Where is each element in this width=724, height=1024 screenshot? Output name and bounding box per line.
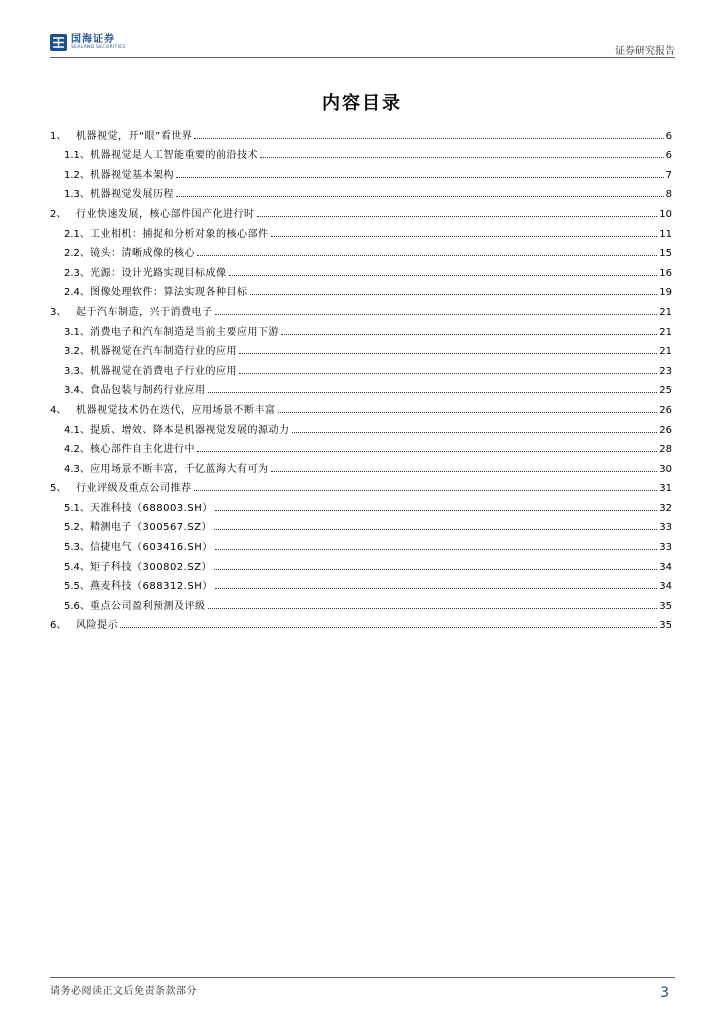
- toc-entry-page: 7: [665, 169, 672, 181]
- toc-entry-title: 起于汽车制造，兴于消费电子: [76, 306, 213, 318]
- toc-entry-page: 16: [659, 267, 672, 279]
- footer-divider: [50, 977, 675, 978]
- toc-entry-title: 机器视觉，开“眼”看世界: [76, 130, 193, 142]
- toc-entry-title: 机器视觉在消费电子行业的应用: [90, 365, 237, 377]
- toc-entry-number: 3.3、: [64, 365, 90, 377]
- toc-entry-number: 3、: [50, 306, 67, 318]
- toc-entry-title: 提质、增效、降本是机器视觉发展的源动力: [90, 424, 290, 436]
- toc-entry-title: 风险提示: [76, 620, 118, 632]
- toc-entry-number: 5、: [50, 483, 67, 495]
- toc-dot-leader: [194, 138, 663, 139]
- toc-entry-page: 35: [659, 620, 672, 632]
- toc-dot-leader: [229, 275, 658, 276]
- toc-entry[interactable]: [50, 573, 672, 593]
- sealand-logo-icon: [50, 34, 67, 51]
- toc-entry[interactable]: [50, 200, 672, 220]
- toc-dot-leader: [292, 432, 658, 433]
- toc-entry-page: 25: [659, 385, 672, 397]
- toc-dot-leader: [250, 294, 658, 295]
- toc-entry[interactable]: [50, 592, 672, 612]
- toc-entry-page: 26: [659, 404, 672, 416]
- toc-entry[interactable]: [50, 122, 672, 142]
- report-type-label: 证券研究报告: [615, 46, 675, 57]
- toc-entry[interactable]: [50, 494, 672, 514]
- toc-entry-title: 机器视觉在汽车制造行业的应用: [90, 346, 237, 358]
- toc-entry-page: 6: [665, 150, 672, 162]
- toc-entry-title: 天准科技（688003.SH）: [90, 502, 213, 514]
- toc-entry-page: 33: [659, 522, 672, 534]
- toc-entry-page: 21: [659, 346, 672, 358]
- company-logo: [50, 34, 126, 51]
- toc-entry[interactable]: [50, 298, 672, 318]
- toc-entry-number: 2、: [50, 208, 67, 220]
- toc-entry-page: 33: [659, 542, 672, 554]
- page-number: 3: [660, 985, 669, 1001]
- toc-entry[interactable]: [50, 455, 672, 475]
- toc-entry[interactable]: [50, 259, 672, 279]
- toc-entry-number: 1.2、: [64, 169, 90, 181]
- header-divider: [50, 57, 675, 58]
- toc-entry[interactable]: [50, 357, 672, 377]
- toc-dot-leader: [214, 529, 657, 530]
- logo-english-name: SEALAND SECURITIES: [71, 45, 126, 50]
- toc-entry[interactable]: [50, 533, 672, 553]
- toc-entry-number: 6、: [50, 620, 67, 632]
- toc-entry-page: 23: [659, 365, 672, 377]
- toc-dot-leader: [239, 353, 657, 354]
- toc-entry-number: 1.3、: [64, 189, 90, 201]
- toc-entry-number: 1、: [50, 130, 67, 142]
- toc-entry[interactable]: [50, 279, 672, 299]
- toc-dot-leader: [215, 549, 658, 550]
- toc-entry-title: 应用场景不断丰富，千亿蓝海大有可为: [90, 463, 269, 475]
- toc-entry-page: 34: [659, 561, 672, 573]
- toc-entry-title: 消费电子和汽车制造是当前主要应用下游: [90, 326, 279, 338]
- toc-entry-number: 4.1、: [64, 424, 90, 436]
- toc-entry-number: 2.2、: [64, 248, 90, 260]
- toc-entry[interactable]: [50, 377, 672, 397]
- toc-entry-page: 6: [665, 130, 672, 142]
- toc-entry-page: 15: [659, 248, 672, 260]
- toc-dot-leader: [271, 471, 658, 472]
- toc-entry[interactable]: [50, 396, 672, 416]
- disclaimer-note: 请务必阅读正文后免责条款部分: [50, 986, 197, 997]
- toc-entry-title: 核心部件自主化进行中: [90, 444, 195, 456]
- toc-entry-number: 4.3、: [64, 463, 90, 475]
- toc-dot-leader: [215, 314, 658, 315]
- toc-entry-number: 2.1、: [64, 228, 90, 240]
- toc-entry-number: 3.1、: [64, 326, 90, 338]
- toc-dot-leader: [176, 177, 664, 178]
- toc-entry-number: 5.1、: [64, 502, 90, 514]
- toc-entry-title: 重点公司盈利预测及评级: [90, 600, 206, 612]
- toc-dot-leader: [197, 451, 657, 452]
- toc-entry[interactable]: [50, 181, 672, 201]
- toc-entry[interactable]: [50, 436, 672, 456]
- logo-chinese-name: 国海证券: [71, 34, 115, 45]
- toc-dot-leader: [257, 216, 658, 217]
- toc-entry-title: 燕麦科技（688312.SH）: [90, 581, 213, 593]
- toc-dot-leader: [194, 490, 658, 491]
- toc-dot-leader: [208, 392, 658, 393]
- toc-entry-title: 机器视觉基本架构: [90, 169, 174, 181]
- toc-entry-title: 食品包装与制药行业应用: [90, 385, 206, 397]
- toc-entry-title: 图像处理软件：算法实现各种目标: [90, 287, 248, 299]
- toc-entry-page: 32: [659, 502, 672, 514]
- toc-entry[interactable]: [50, 142, 672, 162]
- toc-dot-leader: [197, 255, 657, 256]
- toc-dot-leader: [260, 157, 664, 158]
- toc-entry[interactable]: [50, 514, 672, 534]
- toc-entry-number: 3.2、: [64, 346, 90, 358]
- toc-entry-title: 信捷电气（603416.SH）: [90, 542, 213, 554]
- toc-dot-leader: [278, 412, 658, 413]
- toc-entry-number: 1.1、: [64, 150, 90, 162]
- toc-entry[interactable]: [50, 338, 672, 358]
- toc-entry-number: 4.2、: [64, 444, 90, 456]
- toc-entry-page: 30: [659, 463, 672, 475]
- toc-entry-page: 21: [659, 306, 672, 318]
- toc-entry-number: 5.6、: [64, 600, 90, 612]
- toc-entry-page: 35: [659, 600, 672, 612]
- toc-entry-page: 8: [665, 189, 672, 201]
- toc-dot-leader: [215, 510, 658, 511]
- toc-entry-number: 2.4、: [64, 287, 90, 299]
- toc-entry-title: 光源：设计光路实现目标成像: [90, 267, 227, 279]
- toc-dot-leader: [120, 627, 657, 628]
- toc-entry-title: 行业快速发展，核心部件国产化进行时: [76, 208, 255, 220]
- toc-entry-page: 19: [659, 287, 672, 299]
- toc-entry-page: 11: [659, 228, 672, 240]
- page-title: 内容目录: [322, 93, 402, 114]
- toc-entry-number: 3.4、: [64, 385, 90, 397]
- toc-entry[interactable]: [50, 612, 672, 632]
- page-header: [50, 30, 675, 60]
- toc-entry-number: 4、: [50, 404, 67, 416]
- toc-entry-page: 21: [659, 326, 672, 338]
- toc-entry-title: 精测电子（300567.SZ）: [90, 522, 213, 534]
- toc-dot-leader: [281, 334, 657, 335]
- toc-dot-leader: [214, 569, 657, 570]
- toc-entry-number: 5.3、: [64, 542, 90, 554]
- toc-entry[interactable]: [50, 220, 672, 240]
- table-of-contents: [50, 122, 672, 631]
- toc-entry[interactable]: [50, 475, 672, 495]
- toc-entry-title: 矩子科技（300802.SZ）: [90, 561, 213, 573]
- toc-entry-page: 10: [659, 208, 672, 220]
- toc-entry[interactable]: [50, 318, 672, 338]
- toc-entry-number: 2.3、: [64, 267, 90, 279]
- toc-dot-leader: [271, 236, 658, 237]
- toc-dot-leader: [176, 196, 664, 197]
- toc-entry-page: 26: [659, 424, 672, 436]
- toc-entry-number: 5.4、: [64, 561, 90, 573]
- toc-entry-title: 机器视觉发展历程: [90, 189, 174, 201]
- toc-entry[interactable]: [50, 416, 672, 436]
- toc-entry-title: 工业相机：捕捉和分析对象的核心部件: [90, 228, 269, 240]
- toc-entry[interactable]: [50, 161, 672, 181]
- toc-entry-title: 机器视觉技术仍在迭代，应用场景不断丰富: [76, 404, 276, 416]
- toc-dot-leader: [208, 608, 658, 609]
- toc-entry-title: 机器视觉是人工智能重要的前沿技术: [90, 150, 258, 162]
- toc-entry-page: 31: [659, 483, 672, 495]
- toc-dot-leader: [239, 373, 657, 374]
- toc-entry[interactable]: [50, 240, 672, 260]
- toc-entry-number: 5.2、: [64, 522, 90, 534]
- toc-entry-title: 镜头：清晰成像的核心: [90, 248, 195, 260]
- toc-entry-title: 行业评级及重点公司推荐: [76, 483, 192, 495]
- toc-entry-page: 34: [659, 581, 672, 593]
- toc-entry-number: 5.5、: [64, 581, 90, 593]
- toc-dot-leader: [215, 588, 658, 589]
- toc-entry[interactable]: [50, 553, 672, 573]
- toc-entry-page: 28: [659, 444, 672, 456]
